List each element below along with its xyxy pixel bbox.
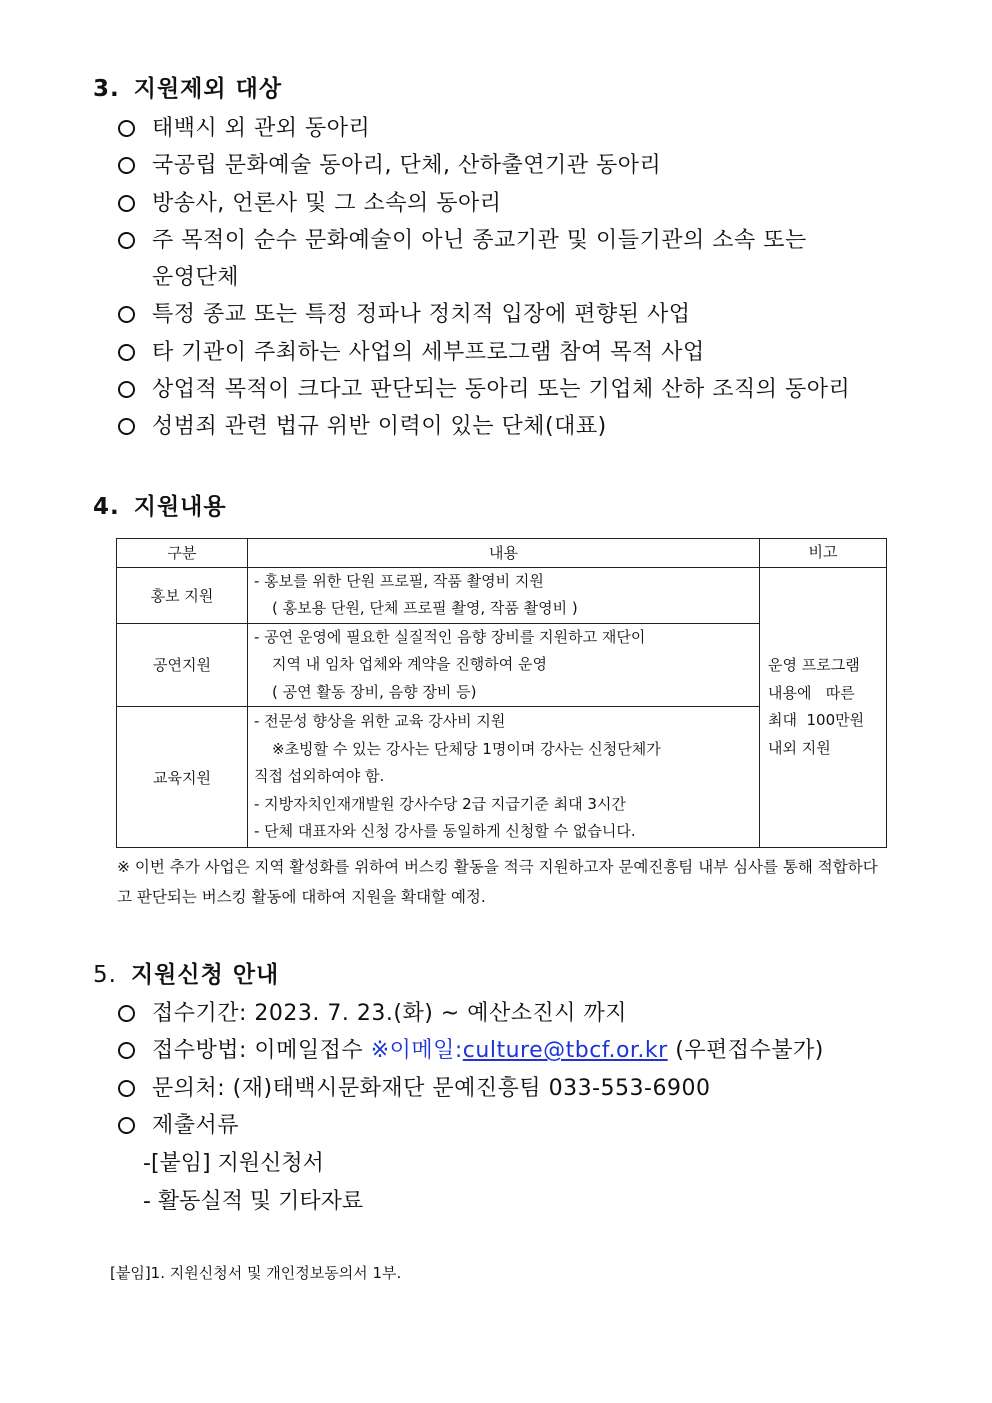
note-line: 내용에 따른 xyxy=(768,683,855,702)
table-header-row xyxy=(117,539,887,568)
attachment-note: [붙임]1. 지원신청서 및 개인정보동의서 1부. xyxy=(110,1264,402,1282)
list-item-continuation: 운영단체 xyxy=(152,265,240,291)
section-5-heading xyxy=(93,956,279,989)
list-item-text: 태백시 외 관외 동아리 xyxy=(152,116,371,141)
note-line: 운영 프로그램 xyxy=(768,656,860,675)
list-item-text: 성범죄 관련 법규 위반 이력이 있는 단체(대표) xyxy=(152,414,607,440)
application-info-list xyxy=(118,995,918,1144)
list-item xyxy=(118,222,918,297)
list-item xyxy=(118,408,918,445)
circle-bullet-icon xyxy=(118,1080,135,1097)
section-4-title: 지원내용 xyxy=(133,494,227,520)
row-note xyxy=(760,567,887,848)
documents-label: 제출서류 xyxy=(152,1112,240,1138)
application-method: 접수방법: 이메일접수 xyxy=(152,1038,364,1064)
document-item: -[붙임] 지원신청서 xyxy=(143,1151,324,1176)
section-5-number: 5. xyxy=(93,962,117,988)
list-item xyxy=(118,1107,918,1144)
circle-bullet-icon xyxy=(118,195,135,212)
section-3-heading xyxy=(93,70,282,103)
list-item xyxy=(118,371,918,408)
row-category: 교육지원 xyxy=(117,707,248,848)
section-3-number: 3. xyxy=(93,76,120,102)
content-line: - 홍보를 위한 단원 프로필, 작품 촬영비 지원 xyxy=(254,571,544,590)
document-item: - 활동실적 및 기타자료 xyxy=(143,1189,364,1214)
circle-bullet-icon xyxy=(118,1005,135,1022)
list-item-text: 주 목적이 순수 문화예술이 아닌 종교기관 및 이들기관의 소속 또는 xyxy=(152,227,807,253)
list-item xyxy=(118,334,918,371)
header-note: 비고 xyxy=(760,539,887,568)
header-category: 구분 xyxy=(117,539,248,568)
note-line: 최대 100만원 xyxy=(768,711,865,730)
table-row xyxy=(117,567,887,623)
list-item xyxy=(118,185,918,222)
header-content: 내용 xyxy=(248,539,760,568)
circle-bullet-icon xyxy=(118,418,135,435)
method-note: (우편접수불가) xyxy=(675,1038,824,1064)
row-content xyxy=(248,623,760,707)
row-content xyxy=(248,707,760,848)
row-category: 공연지원 xyxy=(117,623,248,707)
contact-info: 문의처: (재)태백시문화재단 문예진흥팀 033-553-6900 xyxy=(152,1075,711,1101)
list-item xyxy=(118,147,918,184)
content-line: ( 홍보용 단원, 단체 프로필 촬영, 작품 촬영비 ) xyxy=(272,599,578,617)
circle-bullet-icon xyxy=(118,306,135,323)
content-line: ( 공연 활동 장비, 음향 장비 등) xyxy=(272,682,477,701)
support-table xyxy=(116,538,887,848)
circle-bullet-icon xyxy=(118,381,135,398)
circle-bullet-icon xyxy=(118,157,135,174)
section-4-number: 4. xyxy=(93,494,120,520)
email-link[interactable]: culture@tbcf.or.kr xyxy=(462,1038,668,1064)
exclusion-list xyxy=(118,110,918,446)
circle-bullet-icon xyxy=(118,1042,135,1059)
circle-bullet-icon xyxy=(118,1117,135,1134)
list-item-text: 타 기관이 주최하는 사업의 세부프로그램 참여 목적 사업 xyxy=(152,339,705,365)
circle-bullet-icon xyxy=(118,120,135,137)
row-content xyxy=(248,567,760,623)
content-line: - 지방자치인재개발원 강사수당 2급 지급기준 최대 3시간 xyxy=(254,794,626,813)
list-item-text: 방송사, 언론사 및 그 소속의 동아리 xyxy=(152,190,502,216)
content-line: ※초빙할 수 있는 강사는 단체당 1명이며 강사는 신청단체가 xyxy=(272,739,661,758)
list-item xyxy=(118,296,918,333)
section-4-heading xyxy=(93,488,227,521)
list-item-text: 특정 종교 또는 특정 정파나 정치적 입장에 편향된 사업 xyxy=(152,302,691,328)
list-item-text: 국공립 문화예술 동아리, 단체, 산하출연기관 동아리 xyxy=(152,153,662,179)
application-period: 접수기간: 2023. 7. 23.(화) ~ 예산소진시 까지 xyxy=(152,1001,627,1026)
list-item xyxy=(118,1032,918,1069)
content-line: - 공연 운영에 필요한 실질적인 음향 장비를 지원하고 재단이 xyxy=(254,627,646,646)
content-line: - 단체 대표자와 신청 강사를 동일하게 신청할 수 없습니다. xyxy=(254,822,636,841)
section-5-title: 지원신청 안내 xyxy=(130,962,280,988)
list-item xyxy=(118,110,918,147)
email-label: ※이메일: xyxy=(370,1038,463,1064)
row-category: 홍보 지원 xyxy=(117,567,248,623)
list-item-text: 상업적 목적이 크다고 판단되는 동아리 또는 기업체 산하 조직의 동아리 xyxy=(152,377,851,403)
content-line: 지역 내 임차 업체와 계약을 진행하여 운영 xyxy=(272,655,547,673)
table-footnote: ※ 이번 추가 사업은 지역 활성화를 위하여 버스킹 활동을 적극 지원하고자 문예진흥팀 내부 심사를 통해 적합하다고 판단되는 버스킹 활동에 대하여 지원을 확대할 예정. xyxy=(117,858,878,906)
list-item xyxy=(118,1070,918,1107)
note-line: 내외 지원 xyxy=(768,738,831,757)
section-3-title: 지원제외 대상 xyxy=(133,76,283,102)
list-item xyxy=(118,995,918,1032)
content-line: 직접 섭외하여야 함. xyxy=(254,767,385,786)
circle-bullet-icon xyxy=(118,344,135,361)
circle-bullet-icon xyxy=(118,232,135,249)
content-line: - 전문성 향상을 위한 교육 강사비 지원 xyxy=(254,712,506,731)
